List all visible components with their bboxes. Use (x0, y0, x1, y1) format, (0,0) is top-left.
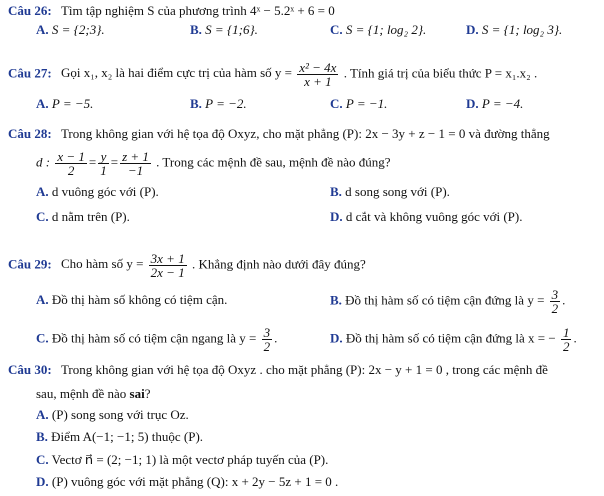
option-key: B. (330, 292, 342, 308)
option-key: D. (330, 209, 343, 224)
question-label: Câu 29: (8, 256, 52, 272)
fraction-numerator: y (98, 150, 109, 164)
fraction-denominator: x + 1 (304, 74, 332, 89)
option-text: S = {1; log₂ 2}. (345, 22, 427, 37)
question-label: Câu 28: (8, 126, 52, 141)
option-key: D. (466, 22, 479, 37)
line-suffix: . Trong các mệnh đề sau, mệnh đề nào đúng? (156, 154, 391, 170)
option-text: Đồ thị hàm số có tiệm cận đứng là y = (345, 292, 545, 308)
fraction-numerator: x² − 4x (299, 60, 337, 75)
line-2-text: sau, mệnh đề nào (36, 386, 127, 401)
option-d[interactable] (330, 209, 522, 225)
option-text: (P) vuông góc với mặt phẳng (Q): x + 2y − 5z + 1 = 0 . (51, 474, 339, 489)
option-key: D. (36, 474, 49, 489)
option-a[interactable] (36, 184, 159, 200)
option-c[interactable] (330, 96, 387, 112)
option-text: P = −1. (345, 96, 388, 111)
option-key: C. (330, 22, 343, 37)
option-key: C. (36, 209, 49, 224)
fraction-3 (120, 150, 151, 177)
line-2-end: ? (144, 386, 151, 401)
fraction-denominator: 2 (263, 339, 271, 354)
fraction-denominator: 2 (551, 301, 559, 316)
option-b[interactable]: B. Đồ thị hàm số có tiệm cận đứng là y = $\frac{3}{2}$ . (330, 287, 566, 316)
question-prompt-a: Cho hàm số y = (60, 256, 144, 272)
option-key: B. (190, 96, 202, 111)
fraction-numerator: 1 (562, 325, 570, 340)
option-a[interactable] (36, 407, 189, 423)
option-text: S = {1;6}. (205, 22, 258, 37)
option-text: Vectơ n⃗ = (2; −1; 1) là một vectơ pháp tuyến của (P). (51, 452, 329, 467)
fraction-denominator: 2 (562, 339, 570, 354)
option-key: B. (190, 22, 202, 37)
option-b[interactable] (330, 184, 450, 200)
option-a[interactable] (36, 292, 227, 308)
question-29-header (8, 252, 366, 279)
option-text: S = {2;3}. (51, 22, 105, 37)
option-text: d song song với (P). (345, 184, 450, 199)
option-key: D. (330, 330, 343, 346)
option-a[interactable] (36, 22, 105, 38)
option-text: Điểm A(−1; −1; 5) thuộc (P). (51, 429, 204, 444)
fraction-numerator: 3 (263, 325, 271, 340)
option-key: B. (330, 184, 342, 199)
option-text: d nằm trên (P). (51, 209, 130, 224)
option-key: A. (36, 292, 49, 307)
fraction-2 (98, 150, 109, 177)
option-d[interactable] (466, 22, 562, 38)
question-27-header (8, 61, 537, 88)
option-d[interactable] (466, 96, 523, 112)
option-c[interactable]: C. Đồ thị hàm số có tiệm cận ngang là y = $\frac{3}{2}$ . (36, 325, 278, 354)
fraction-denominator: 2 (67, 163, 75, 178)
option-text: P = −4. (481, 96, 524, 111)
option-text: P = −2. (205, 96, 247, 111)
question-26-header (8, 3, 335, 19)
option-c[interactable] (36, 209, 130, 225)
question-prompt-a: Gọi x₁, x₂ là hai điểm cực trị của hàm số y = (60, 65, 292, 81)
question-prompt: Tìm tập nghiệm S của phương trình 4ˣ − 5.2ˣ + 6 = 0 (60, 3, 335, 18)
question-30-header (8, 362, 548, 378)
option-key: A. (36, 184, 49, 199)
question-label: Câu 27: (8, 65, 52, 81)
fraction-denominator: −1 (127, 163, 144, 178)
option-c[interactable] (36, 452, 328, 468)
option-d[interactable] (36, 474, 338, 490)
option-text: S = {1; log₂ 3}. (481, 22, 563, 37)
question-label: Câu 30: (8, 362, 52, 377)
option-a[interactable] (36, 96, 93, 112)
fraction-numerator: x − 1 (57, 149, 85, 164)
option-key: B. (36, 429, 48, 444)
fraction (561, 326, 572, 353)
question-28-header (8, 126, 550, 142)
fraction-denominator: 2x − 1 (150, 265, 185, 280)
question-28-line-2: d : $\frac{x - 1}{2}$ = $\frac{y}{1}$ = $\frac{z + 1}{-1}$ . Trong các mệnh đề sau, mệnh đề nào đúng? (36, 149, 391, 178)
option-text: Đồ thị hàm số có tiệm cận đứng là x = − (345, 330, 556, 346)
question-line-1: Trong không gian với hệ tọa độ Oxyz, cho mặt phẳng (P): 2x − 3y + z − 1 = 0 và đường thẳng (60, 126, 550, 141)
option-b[interactable] (190, 96, 247, 112)
emphasis-word: sai (129, 386, 145, 401)
option-key: A. (36, 407, 49, 422)
fraction (297, 61, 338, 88)
fraction-denominator: 1 (100, 163, 107, 178)
option-key: C. (36, 330, 49, 346)
question-label: Câu 26: (8, 3, 52, 18)
fraction-numerator: z + 1 (122, 149, 149, 164)
option-key: C. (36, 452, 49, 467)
option-key: D. (466, 96, 479, 111)
fraction-numerator: 3 (551, 287, 559, 302)
option-d[interactable]: D. Đồ thị hàm số có tiệm cận đứng là x = − $\frac{1}{2}$ . (330, 325, 577, 354)
option-key: A. (36, 96, 49, 111)
option-text: (P) song song với trục Oz. (51, 407, 189, 422)
question-prompt-b: . Khẳng định nào dưới đây đúng? (191, 256, 366, 272)
fraction (149, 252, 187, 279)
question-line-1: Trong không gian với hệ tọa độ Oxyz . cho mặt phẳng (P): 2x − y + 1 = 0 , trong các mệnh đề (60, 362, 548, 377)
option-text: d cắt và không vuông góc với (P). (345, 209, 523, 224)
question-30-line-2 (36, 386, 150, 402)
option-c[interactable] (330, 22, 426, 38)
fraction (550, 288, 561, 315)
fraction-numerator: 3x + 1 (150, 251, 185, 266)
option-key: A. (36, 22, 49, 37)
line-prefix: d : (36, 154, 51, 170)
option-b[interactable] (36, 429, 203, 445)
option-b[interactable] (190, 22, 258, 38)
option-text: Đồ thị hàm số không có tiệm cận. (51, 292, 228, 307)
option-text: Đồ thị hàm số có tiệm cận ngang là y = (51, 330, 257, 346)
option-text: P = −5. (51, 96, 94, 111)
fraction-1 (55, 150, 87, 177)
option-key: C. (330, 96, 343, 111)
question-prompt-b: . Tính giá trị của biểu thức P = x₁.x₂ . (343, 65, 538, 81)
option-text: d vuông góc với (P). (51, 184, 159, 199)
fraction (262, 326, 273, 353)
